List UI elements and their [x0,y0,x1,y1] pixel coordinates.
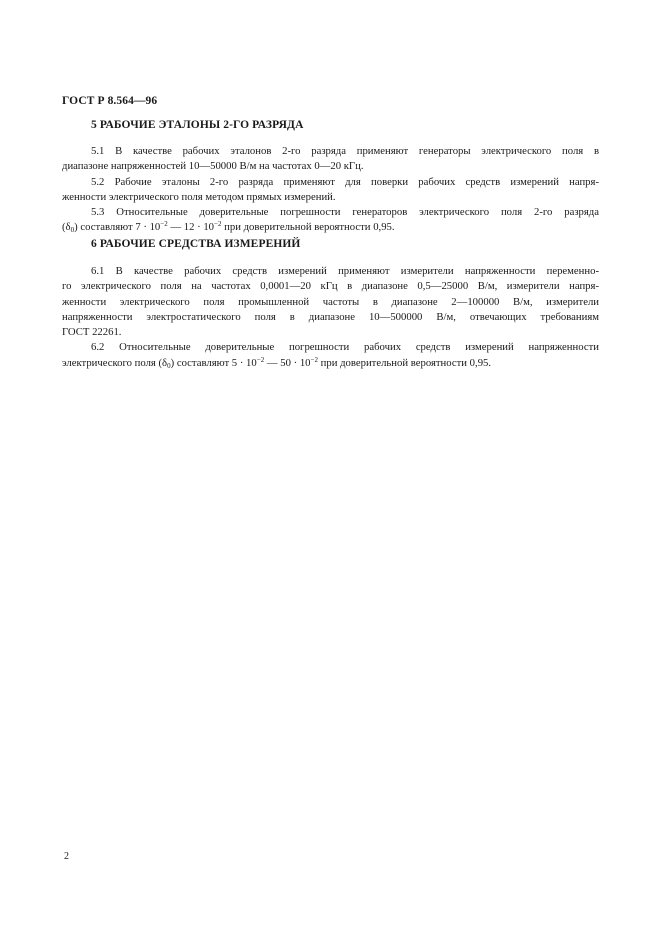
delta-subscript: 0 [70,226,75,235]
formula-text: ) составляют 7 · 10 [74,221,161,234]
section-6-body [62,264,599,371]
formula-text: ) составляют 5 · 10 [170,356,257,369]
formula-text: — 50 · 10 [264,356,311,369]
paragraph-5-1-line: 5.1 В качестве рабочих эталонов 2-го разряда применяют генераторы электрического поля в [91,145,599,157]
paragraph-5-3-line [62,220,599,235]
paragraph-6-2-line: 6.2 Относительные доверительные погрешности рабочих средств измерений напряженности [91,341,599,354]
paragraph-5-1-line: диапазоне напряженностей 10—50000 В/м на частотах 0—20 кГц. [62,160,364,173]
paragraph-6-1-line: женности электрического поля промышленной частоты в диапазоне 2—100000 В/м, измерители [62,295,599,308]
exponent: −2 [256,355,265,364]
paragraph-5-2-line: 5.2 Рабочие эталоны 2-го разряда применяют для поверки рабочих средств измерений напря- [91,175,599,188]
exponent: −2 [160,220,168,229]
section-5-title: 5 РАБОЧИЕ ЭТАЛОНЫ 2-ГО РАЗРЯДА [91,119,304,131]
formula-text: — 12 · 10 [167,221,215,234]
paragraph-6-1-line: го электрического поля на частотах 0,0001—20 кГц в диапазоне 0,5—25000 В/м, измерители напря- [62,280,599,293]
formula-text: электрического поля (δ [62,356,168,369]
delta-subscript: 0 [167,361,171,370]
paragraph-6-2-line [62,356,599,371]
delta-symbol: (δ [62,221,71,234]
formula-text: при доверительной вероятности 0,95. [221,221,395,234]
paragraph-5-2-line: женности электрического поля методом прямых измерений. [62,190,336,203]
document-code: ГОСТ Р 8.564—96 [62,95,158,107]
formula-text: при доверительной вероятности 0,95. [317,356,492,369]
section-6-title: 6 РАБОЧИЕ СРЕДСТВА ИЗМЕРЕНИЙ [91,238,301,250]
paragraph-6-1-line: 6.1 В качестве рабочих средств измерений применяют измерители напряженности переменно- [91,265,599,277]
exponent: −2 [214,220,222,229]
page-number: 2 [64,851,69,862]
paragraph-6-1-line: ГОСТ 22261. [62,326,122,339]
section-5-body [62,144,599,236]
exponent: −2 [310,355,318,364]
paragraph-5-3-line: 5.3 Относительные доверительные погрешности генераторов электрического поля 2-го разряда [91,206,599,219]
paragraph-6-1-line: напряженности электростатического поля в диапазоне 10—500000 В/м, отвечающих требованиям [62,310,599,323]
